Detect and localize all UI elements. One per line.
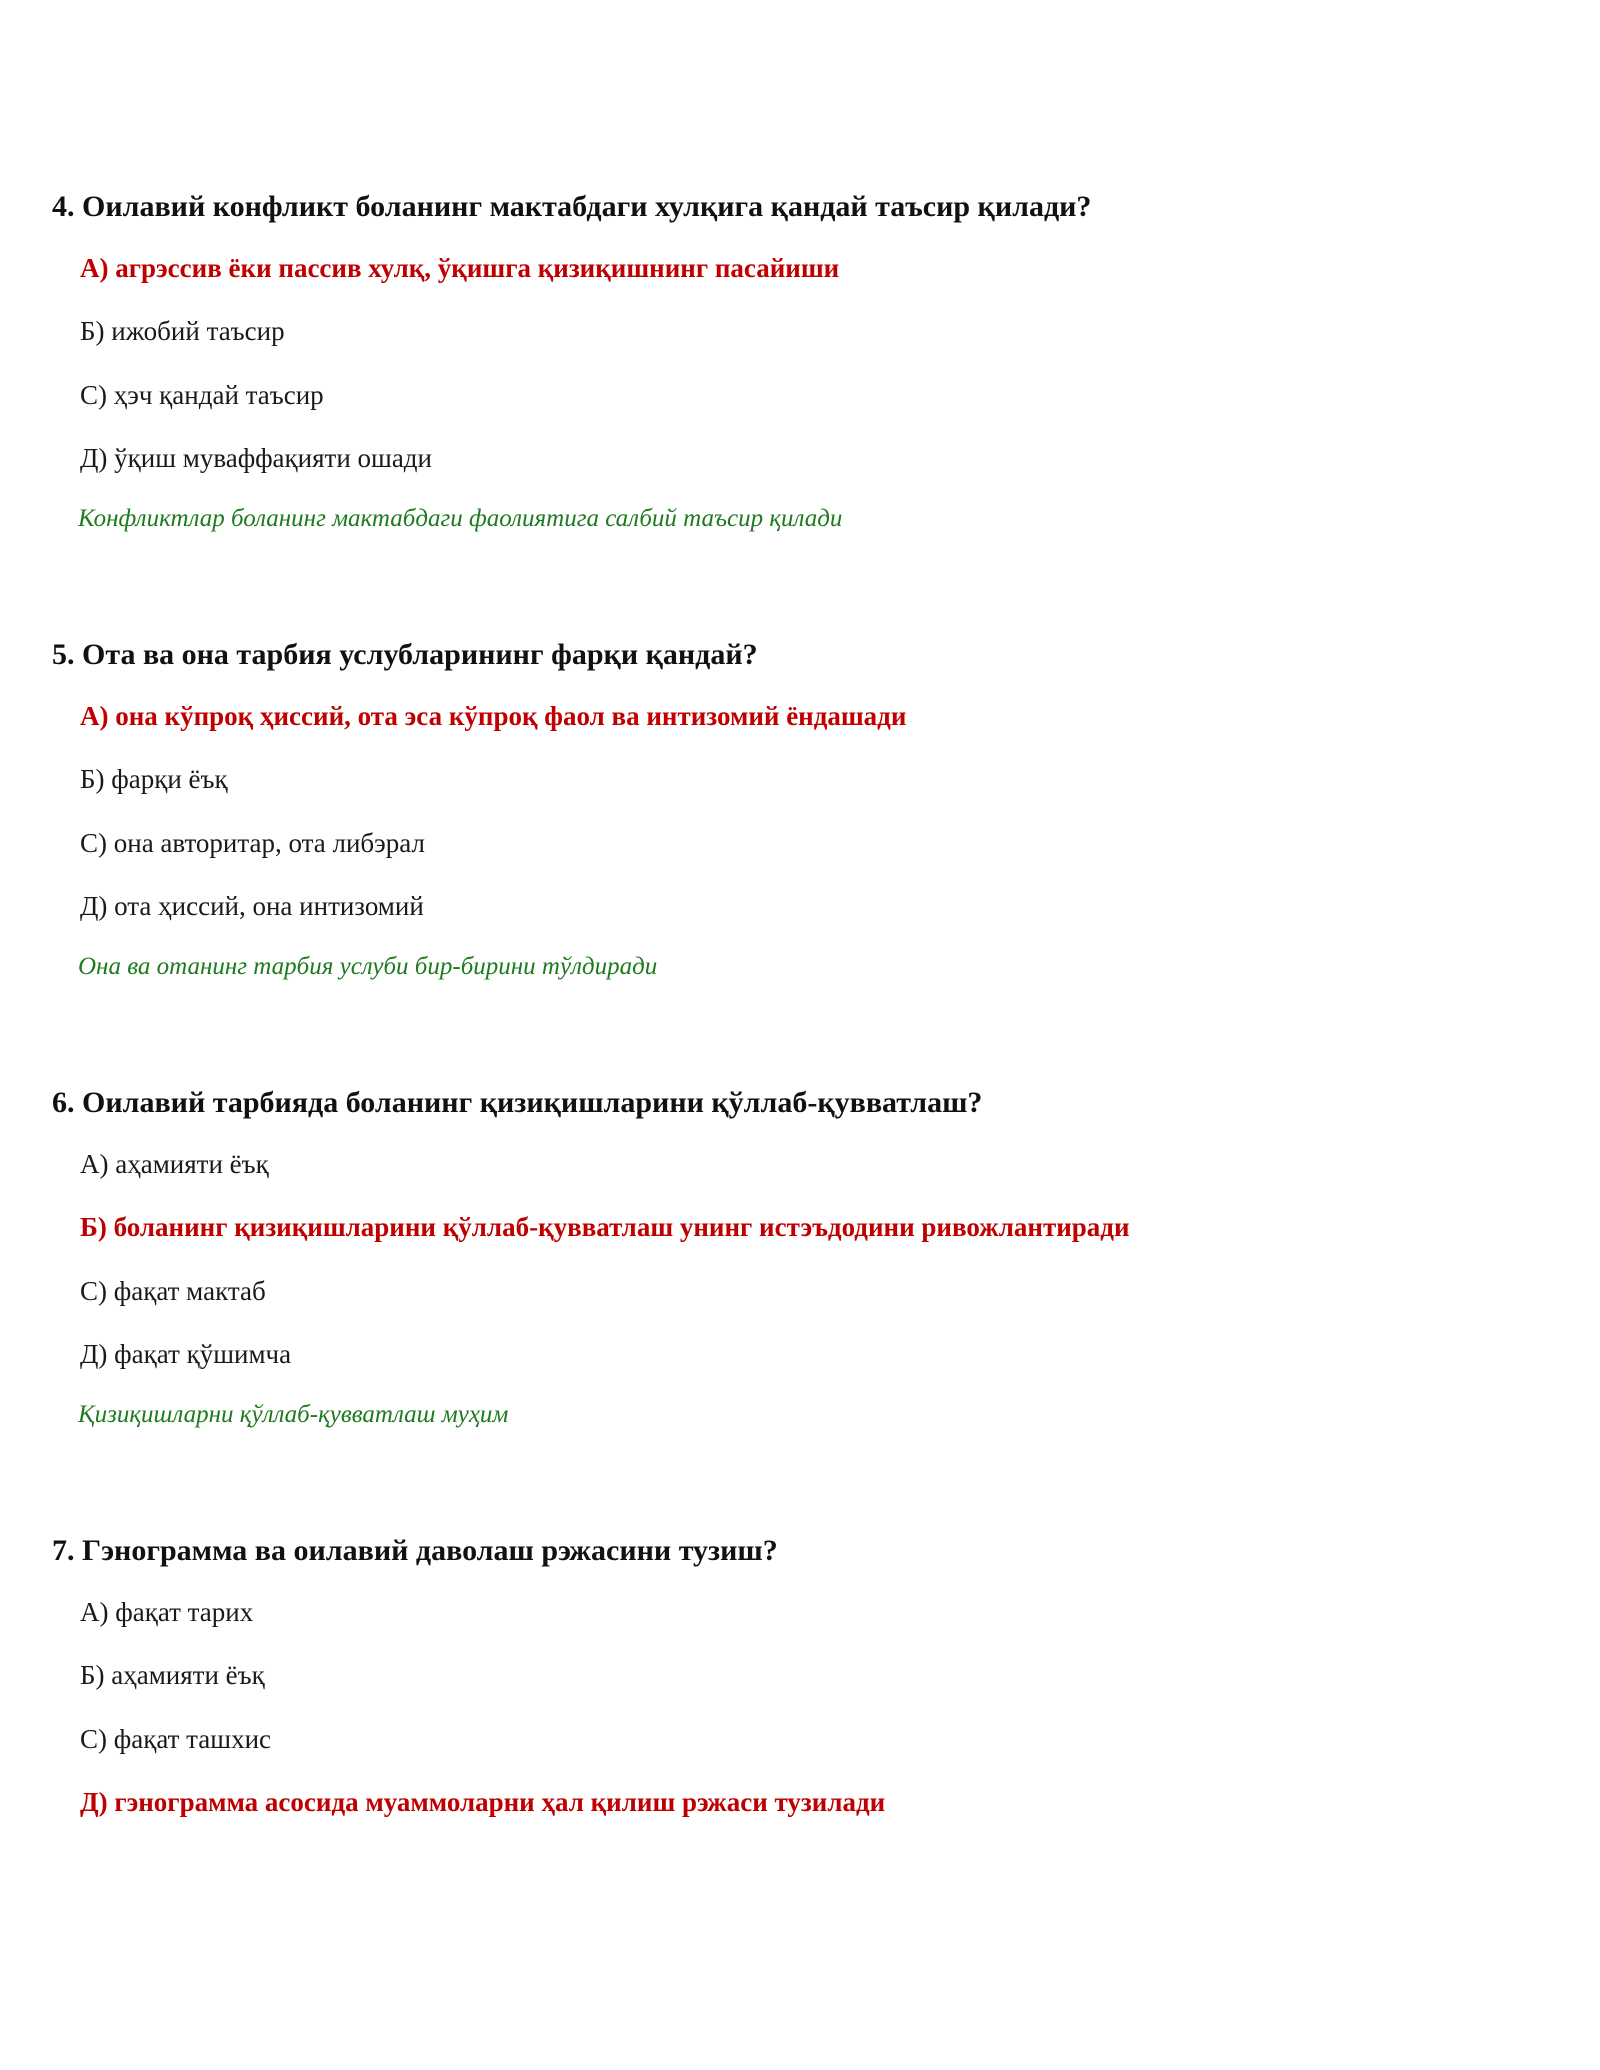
question-title: 4. Оилавий конфликт боланинг мактабдаги хулқига қандай таъсир қилади? [52,190,1092,223]
answer-option-c: С) она авторитар, ота либэрал [80,828,425,858]
question-block-6 [52,1084,1552,1428]
question-block-4 [52,188,1552,532]
answer-option-a: А) фақат тарих [80,1597,254,1627]
answer-option-d: Д) гэнограмма асосида муаммоларни ҳал қилиш рэжаси тузилади [80,1787,886,1817]
answer-option-a: А) агрэссив ёки пассив хулқ, ўқишга қизиқишнинг пасайиши [80,253,840,283]
answer-explanation: Она ва отанинг тарбия услуби бир-бирини тўлдиради [78,953,658,980]
answer-option-b: Б) аҳамияти ёъқ [80,1660,265,1690]
answer-option-a: А) аҳамияти ёъқ [80,1149,269,1179]
answer-explanation: Қизиқишларни қўллаб-қувватлаш муҳим [78,1401,509,1428]
answer-option-b: Б) ижобий таъсир [80,316,285,346]
answer-option-d: Д) фақат қўшимча [80,1339,292,1369]
answer-option-c: С) ҳэч қандай таъсир [80,380,324,410]
question-block-5 [52,636,1552,980]
question-title: 5. Ота ва она тарбия услубларининг фарқи қандай? [52,638,758,671]
answer-option-d: Д) ота ҳиссий, она интизомий [80,891,424,921]
answer-explanation: Конфликтлар боланинг мактабдаги фаолиятига салбий таъсир қилади [78,505,843,532]
answer-option-b: Б) фарқи ёъқ [80,764,228,794]
answer-option-b: Б) боланинг қизиқишларини қўллаб-қувватлаш унинг истэъдодини ривожлантиради [80,1212,1130,1242]
question-title: 7. Гэнограмма ва оилавий даволаш рэжасини тузиш? [52,1534,778,1567]
answer-option-a: А) она кўпроқ ҳиссий, ота эса кўпроқ фаол ва интизомий ёндашади [80,701,907,731]
answer-option-c: С) фақат мактаб [80,1276,266,1306]
answer-option-d: Д) ўқиш муваффақияти ошади [80,443,432,473]
question-block-7 [52,1532,1552,1817]
question-title: 6. Оилавий тарбияда боланинг қизиқишларини қўллаб-қувватлаш? [52,1086,983,1119]
answer-option-c: С) фақат ташхис [80,1724,272,1754]
